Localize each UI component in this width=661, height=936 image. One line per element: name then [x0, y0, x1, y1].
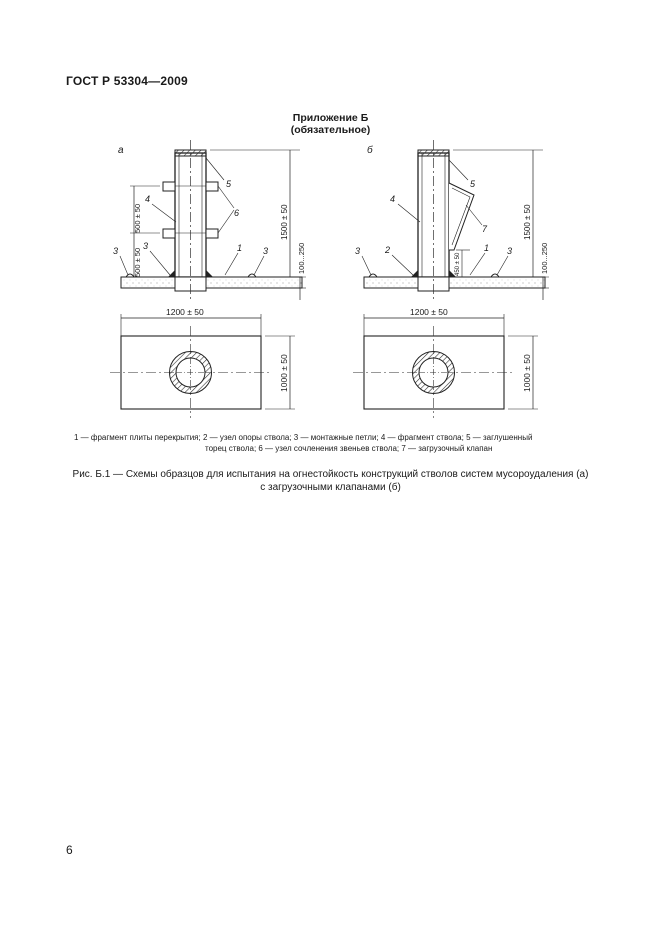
- figure-a-callout-3-left: 3: [113, 246, 119, 256]
- figure-b-callout-1: 1: [484, 243, 490, 253]
- figure-b-elevation: [355, 140, 549, 300]
- figure-a-callout-3-right: 3: [263, 246, 269, 256]
- figure-b-dim-depth: 100...250: [540, 242, 549, 274]
- appendix-status: (обязательное): [290, 124, 371, 136]
- figure-caption-line-1: Рис. Б.1 — Схемы образцов для испытания на огнестойкость конструкций стволов систем мусороудаления (а): [72, 469, 589, 480]
- figure-a-callout-5: 5: [226, 179, 232, 189]
- figure-a-joint-left-upper: [163, 182, 175, 191]
- figure-b-callout-7: 7: [482, 224, 488, 234]
- figure-b-dim-height: 1500 ± 50: [523, 204, 532, 240]
- figure-a-dim-height: 1500 ± 50: [280, 204, 289, 240]
- figure-b-callout-2: 2: [385, 245, 391, 255]
- figure-caption-line-2: с загрузочными клапанами (б): [260, 482, 401, 493]
- figure-a-label: а: [118, 145, 124, 156]
- figure-b-plan: [353, 307, 538, 418]
- figure-a-support-right: [206, 270, 213, 277]
- figure-a-dim-spacing-lower: 500 ± 50: [133, 247, 142, 277]
- figure-b-callout-3-left: 3: [355, 246, 361, 256]
- figure-legend-line-2: торец ствола; 6 — узел сочленения звеньев ствола; 7 — загрузочный клапан: [205, 444, 493, 453]
- figure-a-dim-depth: 100...250: [297, 242, 306, 274]
- figure-b-dim-plan-height: 1000 ± 50: [522, 354, 532, 392]
- page-number: 6: [66, 843, 73, 857]
- document-code: ГОСТ Р 53304—2009: [66, 74, 188, 88]
- figure-a-elevation: [113, 140, 306, 300]
- figure-a-dim-width: 1200 ± 50: [166, 307, 204, 317]
- appendix-title: Приложение Б: [292, 112, 369, 124]
- figure-b-dim-valve: 450 ± 50: [455, 252, 461, 276]
- figure-b-callout-5: 5: [470, 179, 476, 189]
- figure-b-slab: [364, 277, 545, 288]
- figure-legend-line-1: 1 — фрагмент плиты перекрытия; 2 — узел опоры ствола; 3 — монтажные петли; 4 — фрагмент ствола; 5 — заглушенный: [74, 433, 533, 442]
- figure-a-joint-right-lower: [206, 229, 218, 238]
- figure-b-support-left: [411, 270, 418, 277]
- figure-a-joint-right-upper: [206, 182, 218, 191]
- figure-a-callout-2: 3: [143, 241, 149, 251]
- figure-b-callout-3-right: 3: [507, 246, 513, 256]
- figure-a-callout-4: 4: [145, 194, 151, 204]
- figure-a-slab: [121, 277, 302, 288]
- figure-b-dim-width: 1200 ± 50: [410, 307, 448, 317]
- figure-a-joint-left-lower: [163, 229, 175, 238]
- figure-a-dim-plan-height: 1000 ± 50: [279, 354, 289, 392]
- figure-a-plan: [110, 307, 295, 418]
- figure-b-callout-4: 4: [390, 194, 396, 204]
- figure-a-callout-6: 6: [234, 208, 240, 218]
- figure-b-label: б: [367, 145, 373, 156]
- figure-a-callout-1: 1: [237, 243, 243, 253]
- figure-a-dim-spacing-upper: 500 ± 50: [133, 203, 142, 233]
